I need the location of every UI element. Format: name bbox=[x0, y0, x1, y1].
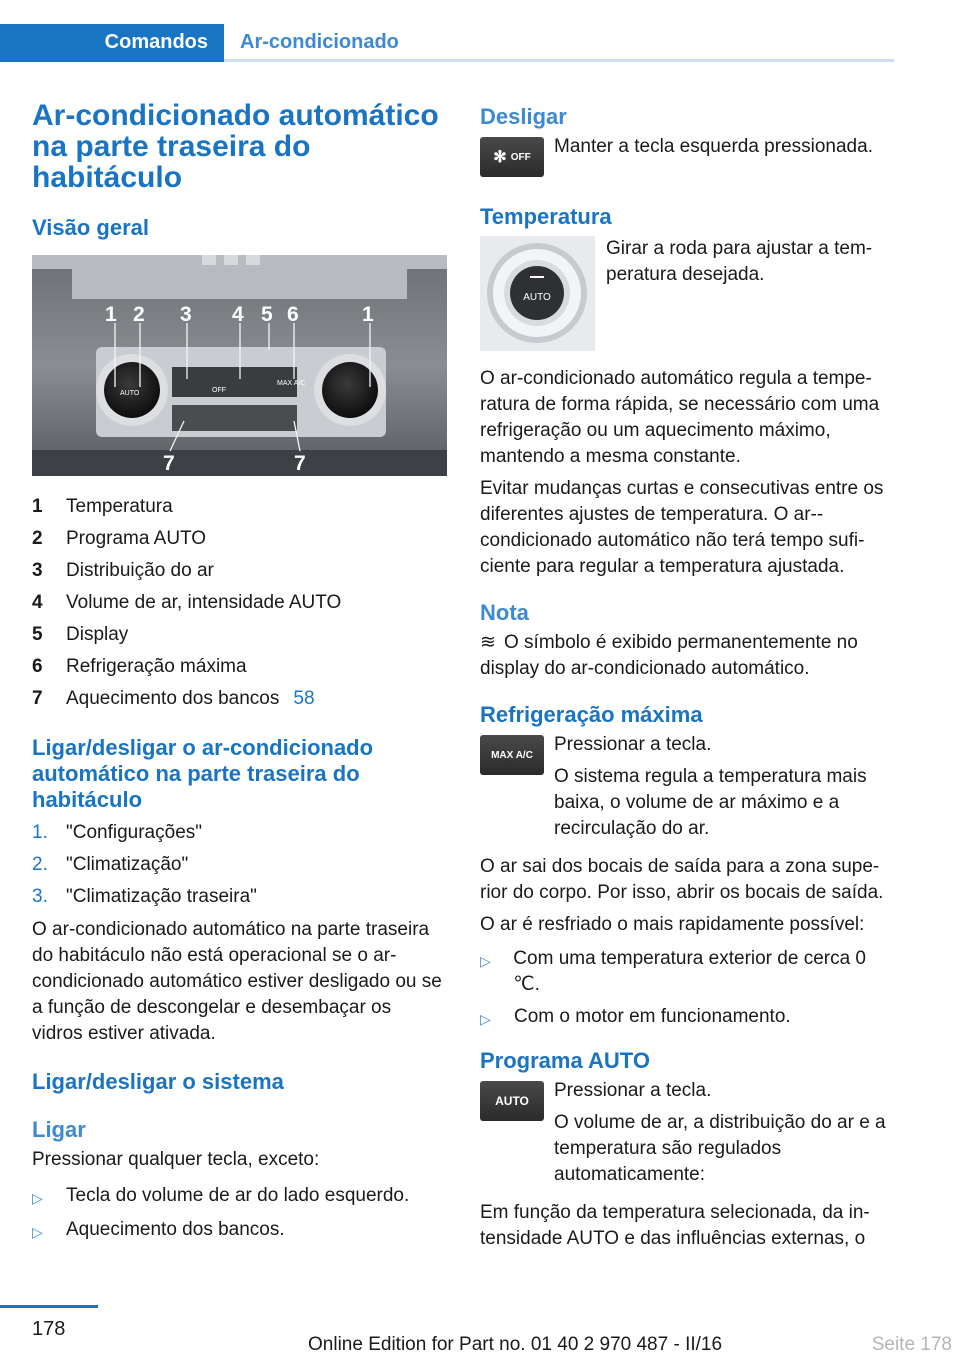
auto-paragraph: Em função da temperatura selecionada, da intensidade AUTO e das influências externas, o bbox=[480, 1202, 870, 1249]
callout-label: 7 bbox=[294, 452, 306, 475]
page-number: 178 bbox=[32, 1318, 66, 1340]
nota-heading: Nota bbox=[480, 600, 529, 625]
overview-heading: Visão geral bbox=[32, 215, 149, 240]
bullet-text: Com uma temperatura exterior de cerca 0 ℃. bbox=[513, 948, 867, 995]
temperatura-heading: Temperatura bbox=[480, 204, 612, 229]
callout-label: 2 bbox=[133, 303, 145, 326]
legend-list bbox=[32, 491, 442, 715]
footer-rule bbox=[0, 1305, 98, 1308]
list-item bbox=[480, 946, 890, 998]
max-paragraph-1: O ar sai dos bocais de saída para a zona superior do corpo. Por isso, abrir os bocais de saída. bbox=[480, 856, 884, 903]
step-text: "Climatização traseira" bbox=[66, 886, 257, 907]
triangle-bullet-icon: ▷ bbox=[480, 953, 491, 969]
auto-row bbox=[480, 1078, 890, 1188]
temperatura-paragraph-1: O ar-condicionado automático regula a temperatura de forma rápida, se necessário com uma refrigeração ou um aquecimento máximo, mantendo a mesma constante. bbox=[480, 368, 880, 467]
panel-auto-label: AUTO bbox=[120, 390, 140, 397]
callout-label: 5 bbox=[261, 303, 273, 326]
watermark: Seite 178 bbox=[871, 1334, 952, 1355]
bullet-text: Aquecimento dos bancos. bbox=[66, 1219, 285, 1240]
heat-waves-icon: ≋ bbox=[480, 632, 496, 653]
panel-max-label: MAX A/C bbox=[277, 380, 306, 387]
running-header bbox=[0, 0, 960, 62]
ligar-heading: Ligar bbox=[32, 1117, 86, 1142]
bullet-text: Com o motor em funcionamento. bbox=[514, 1006, 791, 1027]
onoff-heading: Ligar/desligar o ar-condicionado automático na parte traseira do habitáculo bbox=[32, 735, 374, 812]
legend-text: Distribuição do ar bbox=[66, 560, 214, 581]
list-item bbox=[32, 587, 442, 619]
steps-list bbox=[32, 817, 442, 913]
left-column bbox=[32, 100, 442, 1251]
list-item bbox=[32, 1217, 442, 1245]
onoff-paragraph: O ar-condicionado automático na parte traseira do habitáculo não está operacional se o ar-condicionado automático estiver desligado ou se a função de descongelar e desembaçar os vidros estiver ativada. bbox=[32, 919, 442, 1044]
legend-number: 5 bbox=[32, 624, 43, 645]
list-item bbox=[32, 555, 442, 587]
callout-label: 6 bbox=[287, 303, 299, 326]
legend-number: 1 bbox=[32, 496, 43, 517]
control-panel-photo bbox=[32, 255, 447, 476]
legend-text: Aquecimento dos bancos bbox=[66, 688, 280, 709]
temperatura-text: Girar a roda para ajustar a temperatura desejada. bbox=[606, 238, 873, 285]
fan-off-button-icon bbox=[480, 137, 544, 177]
list-item bbox=[32, 523, 442, 555]
legend-number: 7 bbox=[32, 688, 43, 709]
step-text: "Climatização" bbox=[66, 854, 189, 875]
step-number: 1. bbox=[32, 822, 48, 843]
callout-label: 3 bbox=[180, 303, 192, 326]
desligar-row bbox=[480, 134, 890, 182]
auto-line-2: O volume de ar, a distribuição do ar e a temperatura são regulados automaticamente: bbox=[554, 1112, 886, 1185]
legend-number: 3 bbox=[32, 560, 43, 581]
max-bullets bbox=[480, 946, 890, 1032]
page-title: Ar-condicionado automático na parte traseira do habitáculo bbox=[32, 99, 439, 194]
max-ac-button-icon bbox=[480, 735, 544, 775]
page-reference-link[interactable]: 58 bbox=[293, 688, 315, 709]
step-number: 3. bbox=[32, 886, 48, 907]
legend-text: Refrigeração máxima bbox=[66, 656, 247, 677]
desligar-text: Manter a tecla esquerda pressionada. bbox=[554, 136, 873, 157]
max-row bbox=[480, 732, 890, 842]
section-tab[interactable]: Comandos bbox=[0, 24, 224, 62]
callout-label: 4 bbox=[232, 303, 244, 326]
legend-number: 6 bbox=[32, 656, 43, 677]
fan-off-label: OFF bbox=[510, 151, 531, 163]
nota-paragraph bbox=[480, 630, 890, 682]
callout-label: 1 bbox=[362, 303, 374, 326]
auto-heading: Programa AUTO bbox=[480, 1048, 650, 1073]
temperature-knob-icon bbox=[480, 236, 595, 351]
callout-label: 1 bbox=[105, 303, 117, 326]
bullet-text: Tecla do volume de ar do lado esquerdo. bbox=[66, 1185, 410, 1206]
legend-text: Temperatura bbox=[66, 496, 173, 517]
triangle-bullet-icon: ▷ bbox=[32, 1190, 43, 1206]
list-item bbox=[480, 1004, 890, 1032]
temperatura-paragraph-2: Evitar mudanças curtas e consecutivas entre os diferentes ajustes de temperatura. O ar-condicionado automático não terá tempo suficiente para regular a temperatura ajustada. bbox=[480, 478, 884, 577]
max-paragraph-2: O ar é resfriado o mais rapidamente possível: bbox=[480, 914, 865, 935]
max-line-2: O sistema regula a temperatura mais baixa, o volume de ar máximo e a recirculação do ar. bbox=[554, 766, 867, 839]
max-ac-label: MAX A/C bbox=[491, 749, 533, 761]
list-item bbox=[32, 651, 442, 683]
edition-note: Online Edition for Part no. 01 40 2 970 487 - II/16 bbox=[308, 1334, 723, 1355]
list-item bbox=[32, 817, 442, 849]
list-item bbox=[32, 1183, 442, 1211]
step-number: 2. bbox=[32, 854, 48, 875]
list-item bbox=[32, 881, 442, 913]
legend-number: 2 bbox=[32, 528, 43, 549]
header-rule bbox=[224, 59, 894, 62]
fan-icon: ✻ bbox=[493, 149, 507, 166]
ligar-bullets bbox=[32, 1183, 442, 1245]
legend-number: 4 bbox=[32, 592, 43, 613]
callout-label: 7 bbox=[163, 452, 175, 475]
system-heading: Ligar/desligar o sistema bbox=[32, 1069, 284, 1094]
panel-off-label: OFF bbox=[212, 387, 226, 394]
auto-label: AUTO bbox=[495, 1094, 529, 1108]
triangle-bullet-icon: ▷ bbox=[480, 1011, 491, 1027]
list-item bbox=[32, 619, 442, 651]
auto-button-icon bbox=[480, 1081, 544, 1121]
desligar-heading: Desligar bbox=[480, 104, 567, 129]
auto-line-1: Pressionar a tecla. bbox=[554, 1080, 712, 1101]
max-line-1: Pressionar a tecla. bbox=[554, 734, 712, 755]
right-column bbox=[480, 104, 890, 1252]
legend-text: Programa AUTO bbox=[66, 528, 207, 549]
max-heading: Refrigeração máxima bbox=[480, 702, 703, 727]
list-item bbox=[32, 849, 442, 881]
list-item bbox=[32, 683, 442, 715]
temperatura-row bbox=[480, 236, 890, 354]
ligar-paragraph: Pressionar qualquer tecla, exceto: bbox=[32, 1149, 320, 1170]
legend-text: Volume de ar, intensidade AUTO bbox=[66, 592, 342, 613]
subsection-tab[interactable]: Ar-condicionado bbox=[240, 31, 399, 53]
legend-text: Display bbox=[66, 624, 129, 645]
nota-text: O símbolo é exibido permanentemente no display do ar-condicionado automático. bbox=[480, 632, 858, 679]
step-text: "Configurações" bbox=[66, 822, 203, 843]
triangle-bullet-icon: ▷ bbox=[32, 1224, 43, 1240]
list-item bbox=[32, 491, 442, 523]
knob-auto-label: AUTO bbox=[523, 292, 551, 303]
